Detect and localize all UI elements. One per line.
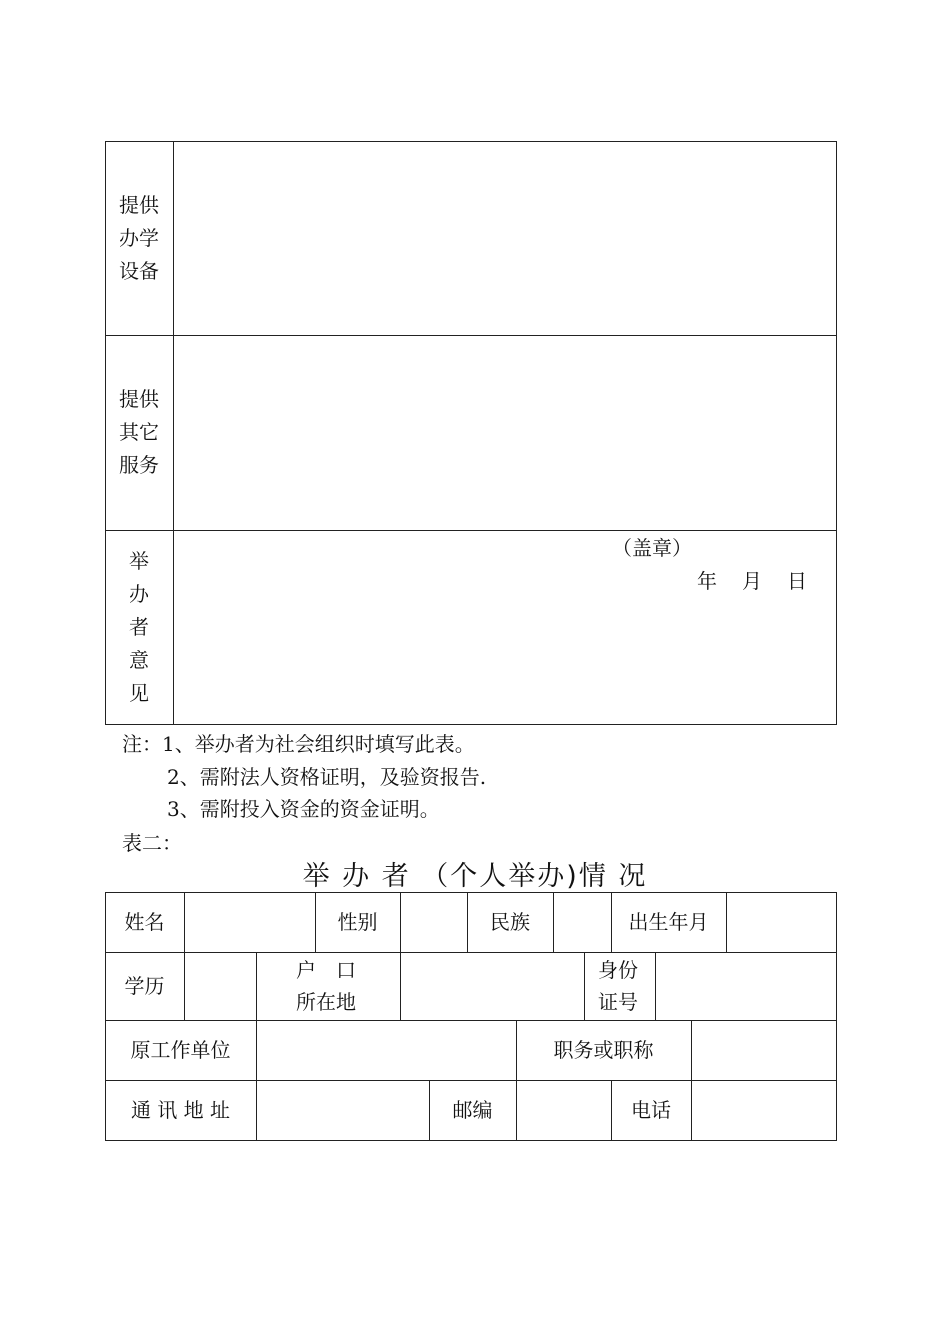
hukou-label: [296, 954, 356, 1018]
equipment-field[interactable]: [174, 142, 836, 334]
hukou-label-line2: 所在地: [296, 990, 356, 1014]
table2-title: 举 办 者 （个人举办)情 况: [302, 861, 648, 892]
hukou-field[interactable]: [401, 953, 583, 1019]
ethnicity-label: 民族: [490, 909, 530, 934]
education-label: 学历: [124, 973, 165, 998]
equipment-label-cell: [105, 141, 173, 335]
education-field[interactable]: [185, 953, 255, 1019]
id-label-line2: 证号: [598, 990, 638, 1014]
birth-label: 出生年月: [628, 909, 709, 934]
gender-field[interactable]: [401, 893, 466, 951]
services-label-cell: [105, 335, 173, 530]
services-field[interactable]: [174, 336, 836, 529]
phone-field[interactable]: [692, 1081, 836, 1140]
former-unit-label: 原工作单位: [130, 1037, 231, 1062]
ethnicity-field[interactable]: [554, 893, 610, 951]
note-2: 2、需附法人资格证明，及验资报告.: [167, 765, 487, 789]
hukou-label-line1: 户 口: [296, 958, 356, 982]
address-label: 通 讯 地 址: [130, 1098, 231, 1122]
position-field[interactable]: [692, 1021, 836, 1079]
services-label: 提供其它服务: [119, 387, 159, 477]
id-label: [598, 954, 638, 1018]
equipment-label: 提供办学设备: [119, 192, 159, 283]
opinion-field[interactable]: [174, 531, 836, 724]
position-label: 职务或职称: [553, 1037, 654, 1062]
phone-label: 电话: [631, 1098, 671, 1122]
name-label: 姓名: [124, 909, 165, 934]
birth-field[interactable]: [727, 893, 836, 951]
note-3: 3、需附投入资金的资金证明。: [167, 797, 440, 821]
gender-label: 性别: [337, 909, 378, 934]
date-year: 年: [697, 569, 717, 593]
id-label-line1: 身份: [598, 958, 638, 982]
r2-div-2: [256, 952, 257, 1020]
opinion-label-cell: [105, 530, 173, 725]
note-1: 注：1、举办者为社会组织时填写此表。: [122, 732, 475, 756]
name-field[interactable]: [185, 893, 314, 951]
date-day: 日: [787, 569, 807, 593]
former-unit-field[interactable]: [257, 1021, 515, 1079]
postcode-field[interactable]: [517, 1081, 610, 1140]
id-field[interactable]: [656, 953, 836, 1019]
seal-text: （盖章）: [612, 536, 692, 560]
address-field[interactable]: [257, 1081, 428, 1140]
postcode-label: 邮编: [452, 1098, 493, 1122]
r2-div-4: [584, 952, 585, 1020]
table2-caption: 表二：: [122, 831, 182, 855]
date-month: 月: [742, 569, 762, 593]
opinion-label: 举办者意见: [129, 549, 149, 705]
